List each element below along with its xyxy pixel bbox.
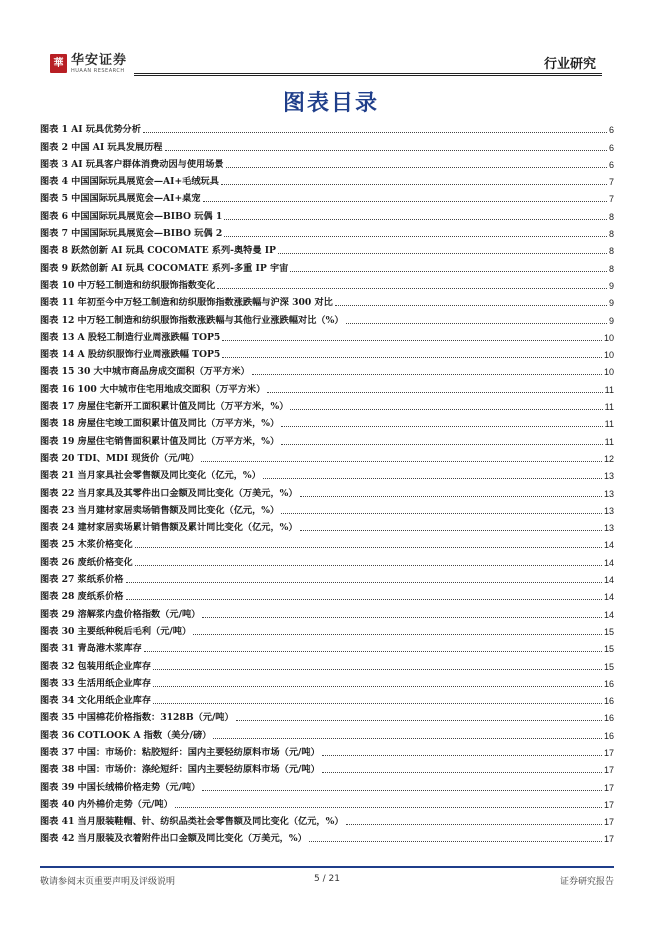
footer-divider [40,866,614,868]
toc-entry-title[interactable]: 图表 25 木浆价格变化 [40,539,133,551]
toc-entry-title[interactable]: 图表 27 浆纸系价格 [40,574,124,586]
toc-leader-dots [281,425,602,427]
toc-entry[interactable] [40,119,614,136]
toc-entry[interactable] [40,811,614,828]
toc-entry[interactable] [40,309,614,326]
toc-entry-title[interactable]: 图表 37 中国：市场价：粘胶短纤：国内主要轻纺原料市场（元/吨） [40,746,320,758]
toc-entry[interactable] [40,344,614,361]
toc-leader-dots [252,373,602,375]
section-label: 行业研究 [543,57,596,72]
toc-entry-page[interactable]: 17 [603,765,614,776]
toc-entry-page[interactable]: 14 [603,609,614,620]
toc-leader-dots [213,737,602,739]
toc-leader-dots [153,702,602,704]
toc-entry-title[interactable]: 图表 24 建材家居卖场累计销售额及累计同比变化（亿元，%） [40,522,298,534]
toc-leader-dots [221,183,607,185]
toc-entry-title[interactable]: 图表 38 中国：市场价：涤纶短纤：国内主要轻纺原料市场（元/吨） [40,764,320,776]
toc-entry-title[interactable]: 图表 19 房屋住宅销售面积累计值及同比（万平方米，%） [40,435,280,447]
toc-entry-page[interactable]: 11 [604,384,614,395]
toc-entry-title[interactable]: 图表 18 房屋住宅竣工面积累计值及同比（万平方米，%） [40,418,280,430]
header-divider-secondary [134,75,602,76]
toc-entry-title[interactable]: 图表 36 COTLOOK A 指数（美分/磅） [40,729,212,741]
toc-entry-page[interactable]: 7 [608,194,614,205]
toc-entry[interactable] [40,742,614,759]
toc-leader-dots [281,443,602,445]
toc-leader-dots [217,287,607,289]
toc-leader-dots [203,200,607,202]
toc-entry[interactable] [40,240,614,257]
toc-entry-page[interactable]: 6 [608,125,614,136]
toc-entry-title[interactable]: 图表 22 当月家具及其零件出口金额及同比变化（万美元，%） [40,487,298,499]
toc-entry-page[interactable]: 9 [608,315,614,326]
toc-leader-dots [300,495,602,497]
toc-entry-page[interactable]: 6 [608,142,614,153]
toc-entry[interactable] [40,275,614,292]
toc-entry-page[interactable]: 8 [608,229,614,240]
toc-entry-page[interactable]: 17 [603,782,614,793]
toc-leader-dots [300,529,602,531]
toc-entry-title[interactable]: 图表 20 TDI、MDI 现货价（元/吨） [40,452,200,464]
toc-leader-dots [153,668,602,670]
toc-leader-dots [322,771,602,773]
toc-entry[interactable] [40,776,614,793]
toc-leader-dots [346,823,602,825]
toc-entry-page[interactable]: 11 [604,402,614,413]
toc-entry[interactable] [40,794,614,811]
toc-leader-dots [290,408,602,410]
toc-entry[interactable] [40,361,614,378]
toc-entry-page[interactable]: 15 [603,661,614,672]
toc-entry-page[interactable]: 10 [603,350,614,361]
toc-entry-title[interactable]: 图表 4 中国国际玩具展览会—AI+毛绒玩具 [40,176,219,188]
toc-entry-title[interactable]: 图表 28 废纸系价格 [40,591,124,603]
toc-entry[interactable] [40,655,614,672]
toc-entry-title[interactable]: 图表 30 主要纸种税后毛利（元/吨） [40,625,192,637]
toc-entry-title[interactable]: 图表 16 100 大中城市住宅用地成交面积（万平方米） [40,383,266,395]
header-divider [134,73,602,74]
toc-leader-dots [175,806,602,808]
toc-entry-title[interactable]: 图表 15 30 大中城市商品房成交面积（万平方米） [40,366,250,378]
toc-entry-page[interactable]: 8 [608,211,614,222]
toc-entry-title[interactable]: 图表 39 中国长绒棉价格走势（元/吨） [40,781,201,793]
toc-leader-dots [224,218,607,220]
toc-entry-page[interactable]: 13 [603,471,614,482]
toc-entry-page[interactable]: 16 [603,730,614,741]
toc-leader-dots [346,322,607,324]
toc-entry[interactable] [40,551,614,568]
toc-entry-page[interactable]: 13 [603,505,614,516]
toc-entry-page[interactable]: 8 [608,246,614,257]
toc-entry-title[interactable]: 图表 8 跃然创新 AI 玩具 COCOMATE 系列-奥特曼 IP [40,245,276,257]
toc-entry[interactable] [40,223,614,240]
toc-leader-dots [226,166,607,168]
toc-entry-title[interactable]: 图表 32 包装用纸企业库存 [40,660,152,672]
toc-leader-dots [202,616,602,618]
toc-leader-dots [278,252,607,254]
toc-entry-title[interactable]: 图表 34 文化用纸企业库存 [40,695,152,707]
toc-entry-page[interactable]: 14 [603,575,614,586]
toc-entry-page[interactable]: 15 [603,644,614,655]
toc-entry[interactable] [40,171,614,188]
toc-entry-title[interactable]: 图表 11 年初至今中万轻工制造和纺织服饰指数涨跌幅与沪深 300 对比 [40,297,333,309]
toc-entry[interactable] [40,603,614,620]
toc-entry-page[interactable]: 7 [608,177,614,188]
toc-entry-title[interactable]: 图表 14 A 股纺织服饰行业周涨跌幅 TOP5 [40,349,221,361]
toc-entry[interactable] [40,292,614,309]
toc-entry-page[interactable]: 9 [608,280,614,291]
toc-entry-title[interactable]: 图表 35 中国棉花价格指数：3128B（元/吨） [40,712,234,724]
toc-leader-dots [322,754,602,756]
toc-entry-title[interactable]: 图表 13 A 股轻工制造行业周涨跌幅 TOP5 [40,331,221,343]
toc-leader-dots [143,131,607,133]
toc-entry[interactable] [40,482,614,499]
toc-entry-title[interactable]: 图表 17 房屋住宅新开工面积累计值及同比（万平方米，%） [40,401,289,413]
toc-entry-page[interactable]: 10 [603,367,614,378]
toc-entry-page[interactable]: 16 [603,678,614,689]
toc-entry-title[interactable]: 图表 41 当月服装鞋帽、针、纺织品类社会零售额及同比变化（亿元，%） [40,816,344,828]
toc-entry-title[interactable]: 图表 3 AI 玩具客户群体消费动因与使用场景 [40,158,224,170]
toc-leader-dots [135,564,602,566]
toc-entry-page[interactable]: 17 [603,747,614,758]
toc-entry-page[interactable]: 17 [603,799,614,810]
toc-entry[interactable] [40,430,614,447]
toc-leader-dots [222,339,602,341]
logo-seal-icon: 華 [50,54,67,73]
toc-entry[interactable] [40,828,614,845]
toc-entry[interactable] [40,569,614,586]
toc-entry-title[interactable]: 图表 10 中万轻工制造和纺织服饰指数变化 [40,279,216,291]
toc-entry-title[interactable]: 图表 26 废纸价格变化 [40,556,133,568]
toc-entry-page[interactable]: 14 [603,540,614,551]
toc-leader-dots [126,598,602,600]
toc-leader-dots [335,304,607,306]
toc-entry[interactable] [40,621,614,638]
toc-entry-title[interactable]: 图表 6 中国国际玩具展览会—BIBO 玩偶 1 [40,210,223,222]
toc-entry[interactable] [40,413,614,430]
toc-entry[interactable] [40,257,614,274]
logo-en-text: HUAAN RESEARCH [71,68,125,74]
toc-leader-dots [193,633,602,635]
toc-entry[interactable] [40,517,614,534]
logo-cn-text: 华安证券 [71,53,128,68]
toc-entry[interactable] [40,136,614,153]
toc-entry[interactable] [40,690,614,707]
toc-entry-title[interactable]: 图表 40 内外棉价走势（元/吨） [40,798,173,810]
toc-entry-page[interactable]: 9 [608,298,614,309]
toc-entry[interactable] [40,465,614,482]
toc-entry-title[interactable]: 图表 9 跃然创新 AI 玩具 COCOMATE 系列-多重 IP 宇宙 [40,262,289,274]
toc-entry-title[interactable]: 图表 2 中国 AI 玩具发展历程 [40,141,163,153]
toc-entry-title[interactable]: 图表 31 青岛港木浆库存 [40,643,142,655]
toc-leader-dots [201,460,602,462]
toc-entry-title[interactable]: 图表 7 中国国际玩具展览会—BIBO 玩偶 2 [40,228,223,240]
toc-entry[interactable] [40,500,614,517]
toc-leader-dots [224,235,607,237]
toc-entry[interactable] [40,396,614,413]
toc-entry-page[interactable]: 10 [603,332,614,343]
toc-leader-dots [153,685,602,687]
toc-leader-dots [236,719,602,721]
toc-entry[interactable] [40,673,614,690]
toc-leader-dots [267,391,602,393]
toc-entry[interactable] [40,534,614,551]
toc-leader-dots [290,270,607,272]
toc-entry-page[interactable]: 16 [603,696,614,707]
page-title: 图表目录 [282,91,379,116]
page-number: 5 / 21 [314,874,340,884]
toc-entry-title[interactable]: 图表 29 溶解浆内盘价格指数（元/吨） [40,608,201,620]
footer-doc-type: 证券研究报告 [559,877,614,887]
toc-entry-title[interactable]: 图表 12 中万轻工制造和纺织服饰指数涨跌幅与其他行业涨跌幅对比（%） [40,314,344,326]
toc-entry-page[interactable]: 14 [603,557,614,568]
toc-leader-dots [135,546,602,548]
toc-entry[interactable] [40,154,614,171]
toc-entry-page[interactable]: 17 [603,834,614,845]
toc-entry-title[interactable]: 图表 21 当月家具社会零售额及同比变化（亿元，%） [40,470,261,482]
toc-entry[interactable] [40,188,614,205]
toc-entry-title[interactable]: 图表 5 中国国际玩具展览会—AI+桌宠 [40,193,201,205]
toc-entry[interactable] [40,448,614,465]
toc-entry[interactable] [40,638,614,655]
toc-leader-dots [126,581,602,583]
toc-entry-page[interactable]: 11 [604,436,614,447]
toc-leader-dots [144,650,602,652]
toc-entry-page[interactable]: 8 [608,263,614,274]
toc-entry-page[interactable]: 11 [604,419,614,430]
toc-entry-page[interactable]: 17 [603,817,614,828]
page-footer [40,874,614,890]
toc-leader-dots [309,840,602,842]
page-header [0,0,662,80]
toc-entry[interactable] [40,759,614,776]
toc-entry-page[interactable]: 16 [603,713,614,724]
toc-entry[interactable] [40,724,614,741]
toc-entry-title[interactable]: 图表 42 当月服装及衣着附件出口金额及同比变化（万美元，%） [40,833,307,845]
toc-entry[interactable] [40,205,614,222]
toc-leader-dots [202,789,602,791]
toc-leader-dots [222,356,602,358]
toc-entry-page[interactable]: 14 [603,592,614,603]
toc-entry-title[interactable]: 图表 33 生活用纸企业库存 [40,677,152,689]
company-logo [50,54,127,75]
toc-leader-dots [263,477,602,479]
toc-entry-title[interactable]: 图表 23 当月建材家居卖场销售额及同比变化（亿元，%） [40,504,280,516]
toc-entry-page[interactable]: 6 [608,159,614,170]
toc-entry-page[interactable]: 13 [603,523,614,534]
toc-leader-dots [281,512,602,514]
toc-entry[interactable] [40,378,614,395]
toc-entry-page[interactable]: 13 [603,488,614,499]
table-of-figures [40,119,614,845]
toc-entry-title[interactable]: 图表 1 AI 玩具优势分析 [40,124,141,136]
toc-entry[interactable] [40,707,614,724]
footer-disclaimer: 敬请参阅末页重要声明及评级说明 [40,877,176,887]
toc-entry-page[interactable]: 15 [603,626,614,637]
toc-entry[interactable] [40,327,614,344]
toc-entry[interactable] [40,586,614,603]
toc-leader-dots [165,149,607,151]
toc-entry-page[interactable]: 12 [603,453,614,464]
